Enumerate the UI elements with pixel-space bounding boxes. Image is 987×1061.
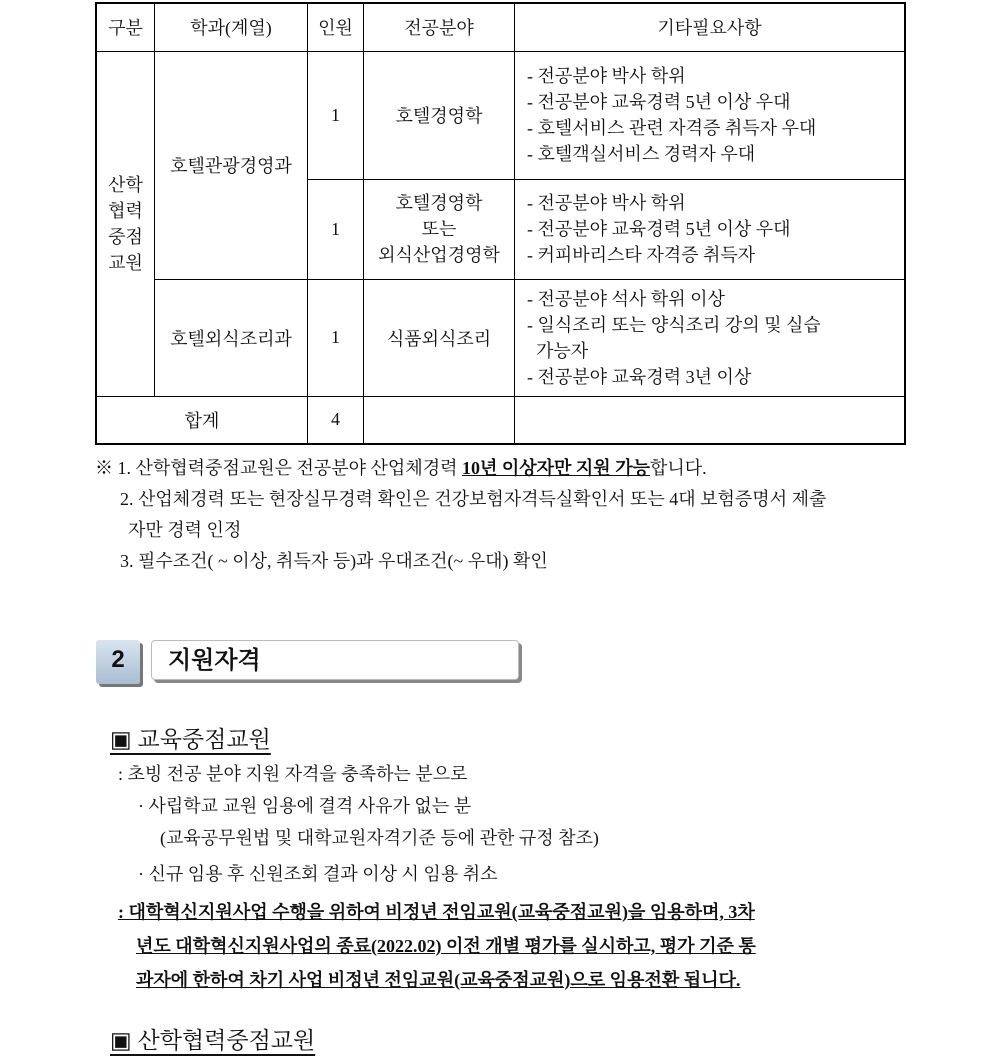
header: 인원 bbox=[308, 3, 364, 51]
industry-heading: ▣ 산학협력중점교원 bbox=[110, 1028, 316, 1053]
edu-line: · 신규 임용 후 신원조회 결과 이상 시 임용 취소 bbox=[138, 864, 498, 884]
category-cell: 산학 협력 중점 교원 bbox=[96, 51, 155, 396]
count-cell: 1 bbox=[308, 279, 364, 396]
notes: ※ 1. 산학협력중점교원은 전공분야 산업체경력 10년 이상자만 지원 가능합니다. 2. 산업체경력 또는 현장실무경력 확인은 건강보험자격득실확인서 또는 4대 보험증명서 제출 자만 경력 인정 3. 필수조건( ~ 이상, 취득자 등)과 우대조건(~ 우대) 확인 bbox=[95, 458, 827, 571]
header: 전공분야 bbox=[364, 3, 515, 51]
dept-cell: 호텔외식조리과 bbox=[155, 279, 308, 396]
total-label: 합계 bbox=[96, 396, 308, 444]
req-cell: - 전공분야 석사 학위 이상 - 일식조리 또는 양식조리 강의 및 실습 가능자 - 전공분야 교육경력 3년 이상 bbox=[515, 279, 906, 396]
field-cell: 호텔경영학 bbox=[364, 51, 515, 179]
edu-line: (교육공무원법 및 대학교원자격기준 등에 관한 규정 참조) bbox=[160, 828, 599, 848]
header: 구분 bbox=[96, 3, 155, 51]
header: 기타필요사항 bbox=[515, 3, 906, 51]
edu-line: : 초빙 전공 분야 지원 자격을 충족하는 분으로 bbox=[118, 764, 468, 784]
total-count: 4 bbox=[308, 396, 364, 444]
recruitment-table bbox=[95, 2, 906, 445]
header: 학과(계열) bbox=[155, 3, 308, 51]
dept-cell: 호텔관광경영과 bbox=[155, 51, 308, 279]
field-cell: 식품외식조리 bbox=[364, 279, 515, 396]
edu-line: · 사립학교 교원 임용에 결격 사유가 없는 분 bbox=[138, 796, 472, 816]
edu-notice: : 대학혁신지원사업 수행을 위하여 비정년 전임교원(교육중점교원)을 임용하며, 3차 년도 대학혁신지원사업의 종료(2022.02) 이전 개별 평가를 실시하고, 평가 기준 통 과자에 한하여 차기 사업 비정년 전임교원(교육중점교원)으로 임용전환 됩니다. bbox=[118, 902, 756, 990]
count-cell: 1 bbox=[308, 179, 364, 279]
section-header bbox=[96, 640, 526, 686]
section-number: 2 bbox=[96, 640, 140, 684]
edu-heading: ▣ 교육중점교원 bbox=[110, 727, 271, 752]
count-cell: 1 bbox=[308, 51, 364, 179]
field-cell: 호텔경영학 또는 외식산업경영학 bbox=[364, 179, 515, 279]
req-cell: - 전공분야 박사 학위 - 전공분야 교육경력 5년 이상 우대 - 호텔서비스 관련 자격증 취득자 우대 - 호텔객실서비스 경력자 우대 bbox=[515, 51, 906, 179]
section-title: 지원자격 bbox=[151, 640, 519, 680]
req-cell: - 전공분야 박사 학위 - 전공분야 교육경력 5년 이상 우대 - 커피바리스타 자격증 취득자 bbox=[515, 179, 906, 279]
